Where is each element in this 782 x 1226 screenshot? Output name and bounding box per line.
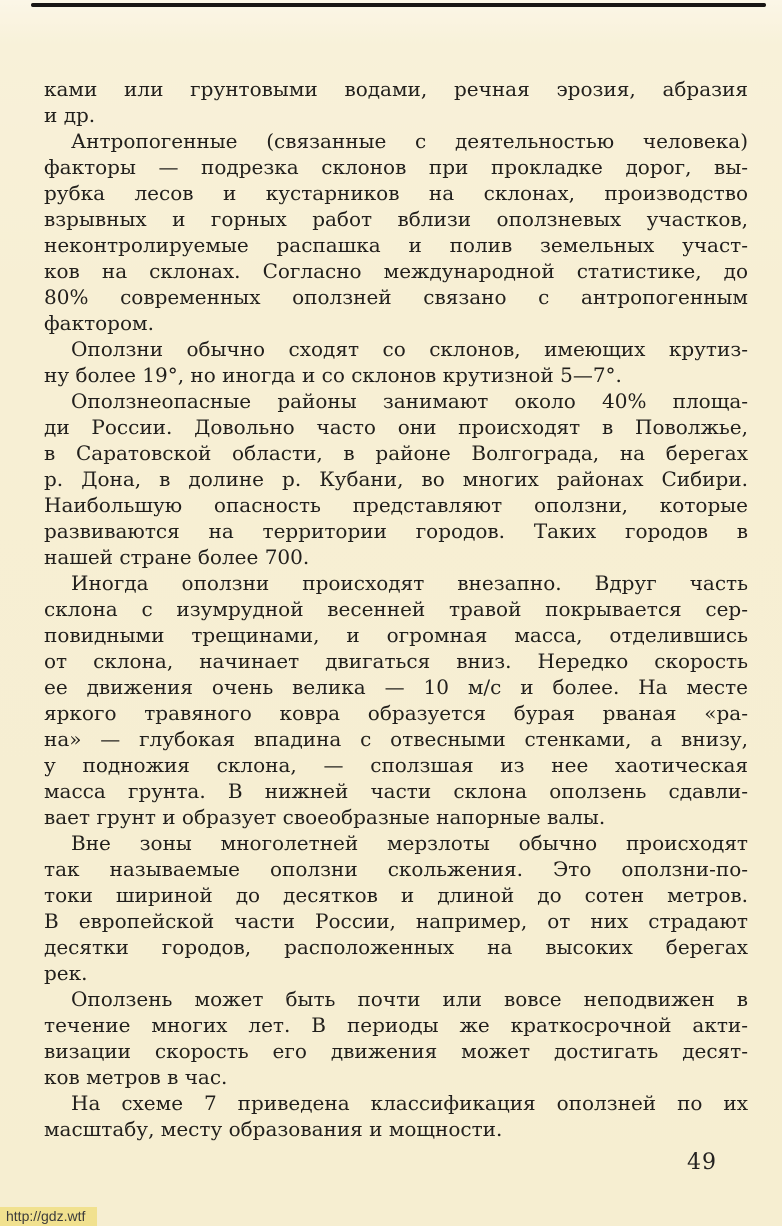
text-line: и др. <box>44 103 96 127</box>
text-line: ее движения очень велика — 10 м/с и более. На месте <box>44 675 748 699</box>
paragraph <box>44 76 748 128</box>
text-line: 80% современных оползней связано с антропогенным <box>44 285 748 309</box>
scan-edge-line <box>31 3 766 7</box>
text-line: р. Дона, в долине р. Кубани, во многих районах Сибири. <box>44 467 748 491</box>
text-line: от склона, начинает двигаться вниз. Нередко скорость <box>44 649 748 673</box>
text-line: взрывных и горных работ вблизи оползневых участков, <box>44 207 748 231</box>
page-number: 49 <box>687 1150 717 1175</box>
text-line: яркого травяного ковра образуется бурая рваная «ра- <box>44 701 748 725</box>
paragraph <box>44 986 748 1090</box>
paragraph <box>44 336 748 388</box>
text-line: На схеме 7 приведена классификация оползней по их <box>71 1091 748 1115</box>
text-line: ков на склонах. Согласно международной статистике, до <box>44 259 748 283</box>
text-line: нашей стране более 700. <box>44 545 310 569</box>
text-line: вает грунт и образует своеобразные напорные валы. <box>44 805 606 829</box>
text-line: Оползнеопасные районы занимают около 40% площа- <box>71 389 748 413</box>
text-line: ну более 19°, но иногда и со склонов крутизной 5—7°. <box>44 363 622 387</box>
watermark-url: http://gdz.wtf <box>0 1207 97 1226</box>
text-line: масштабу, месту образования и мощности. <box>44 1117 503 1141</box>
text-line: Оползни обычно сходят со склонов, имеющих крутиз- <box>71 337 748 361</box>
paragraph <box>44 388 748 570</box>
text-line: фактором. <box>44 311 154 335</box>
text-line: Оползень может быть почти или вовсе неподвижен в <box>71 987 748 1011</box>
text-line: факторы — подрезка склонов при прокладке дорог, вы- <box>44 155 748 179</box>
text-line: ди России. Довольно часто они происходят в Поволжье, <box>44 415 748 439</box>
text-line: десятки городов, расположенных на высоких берегах <box>44 935 748 959</box>
text-line: в Саратовской области, в районе Волгограда, на берегах <box>44 441 748 465</box>
text-line: неконтролируемые распашка и полив земельных участ- <box>44 233 748 257</box>
paragraph <box>44 128 748 336</box>
text-line: визации скорость его движения может достигать десят- <box>44 1039 748 1063</box>
text-line: так называемые оползни скольжения. Это оползни-по- <box>44 857 748 881</box>
text-line: у подножия склона, — сползшая из нее хаотическая <box>44 753 748 777</box>
text-line: токи шириной до десятков и длиной до сотен метров. <box>44 883 748 907</box>
text-line: ками или грунтовыми водами, речная эрозия, абразия <box>44 77 748 101</box>
text-line: масса грунта. В нижней части склона оползень сдавли- <box>44 779 748 803</box>
text-line: В европейской части России, например, от них страдают <box>44 909 748 933</box>
text-line: Антропогенные (связанные с деятельностью человека) <box>71 129 748 153</box>
text-line: повидными трещинами, и огромная масса, отделившись <box>44 623 748 647</box>
text-line: Иногда оползни происходят внезапно. Вдруг часть <box>71 571 748 595</box>
text-line: рубка лесов и кустарников на склонах, производство <box>44 181 748 205</box>
text-line: Наибольшую опасность представляют оползни, которые <box>44 493 748 517</box>
text-line: ков метров в час. <box>44 1065 228 1089</box>
paragraph <box>44 830 748 986</box>
text-line: склона с изумрудной весенней травой покрывается сер- <box>44 597 748 621</box>
text-line: на» — глубокая впадина с отвесными стенками, а внизу, <box>44 727 748 751</box>
text-line: рек. <box>44 961 88 985</box>
paragraph <box>44 1090 748 1142</box>
text-line: течение многих лет. В периоды же краткосрочной акти- <box>44 1013 748 1037</box>
body-text <box>44 76 748 1142</box>
text-line: Вне зоны многолетней мерзлоты обычно происходят <box>71 831 748 855</box>
paragraph <box>44 570 748 830</box>
text-line: развиваются на территории городов. Таких городов в <box>44 519 748 543</box>
